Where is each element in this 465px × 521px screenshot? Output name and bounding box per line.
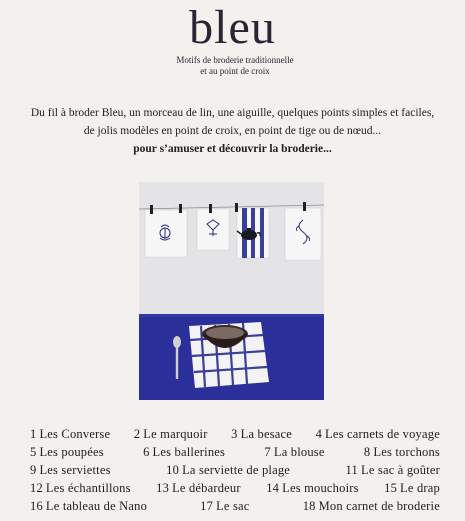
item-label: Le drap (400, 481, 440, 495)
item-number: 5 (30, 445, 37, 459)
item-label: Le sac à goûter (360, 463, 440, 477)
item-label: Mon carnet de broderie (318, 499, 440, 513)
contents-list (30, 425, 440, 515)
item-number: 4 (315, 427, 323, 441)
item-number: 1 (30, 427, 37, 441)
contents-item (316, 425, 440, 443)
item-number: 16 (30, 499, 43, 513)
intro-line-1: Du fil à broder Bleu, un morceau de lin, une aiguille, quelques points simples et faciles, (30, 107, 435, 119)
item-label: Les Converse (39, 427, 111, 441)
item-number: 3 (231, 427, 238, 441)
contents-line-2 (30, 443, 440, 461)
contents-item (231, 425, 292, 443)
contents-item (30, 425, 110, 443)
item-label: Les poupées (39, 445, 104, 459)
contents-item (156, 479, 241, 497)
item-number: 13 (156, 481, 170, 495)
cloth-4 (285, 208, 321, 260)
clothespin-3 (209, 204, 212, 213)
contents-item (166, 461, 290, 479)
contents-item (364, 443, 440, 461)
intro-line-2: de jolis modèles en point de croix, en point de tige ou de nœud... (83, 125, 382, 137)
item-label: Le tableau de Nano (45, 499, 148, 513)
contents-item (200, 497, 249, 515)
clothespin-1 (150, 205, 153, 214)
contents-line-4 (30, 479, 440, 497)
bowl-inside (206, 327, 244, 339)
contents-item (30, 497, 147, 515)
item-number: 10 (166, 463, 180, 477)
item-number: 17 (200, 499, 214, 513)
contents-line-5 (30, 497, 440, 515)
contents-item (346, 461, 440, 479)
stripe-3 (260, 208, 264, 258)
item-label: Le débardeur (172, 481, 241, 495)
intro-paragraph (4, 104, 461, 158)
spoon-head (173, 336, 181, 348)
item-label: Les torchons (373, 445, 440, 459)
item-label: Le marquoir (143, 427, 208, 441)
cover-photo-illustration (139, 182, 324, 400)
item-number: 7 (264, 445, 271, 459)
cloth-1 (145, 210, 187, 257)
item-label: La blouse (273, 445, 325, 459)
clothespin-4 (235, 203, 238, 212)
clothespin-2 (179, 204, 182, 213)
item-number: 2 (133, 427, 141, 441)
contents-item (264, 443, 324, 461)
item-label: Les carnets de voyage (325, 427, 440, 441)
item-number: 11 (345, 463, 358, 477)
item-number: 15 (384, 481, 398, 495)
item-label: Le sac (216, 499, 250, 513)
contents-item (30, 443, 104, 461)
subtitle-line-1: Motifs de broderie traditionnelle (176, 55, 294, 65)
item-label: Les ballerines (152, 445, 226, 459)
contents-item (266, 479, 358, 497)
contents-item (30, 461, 111, 479)
spoon-handle (176, 347, 178, 379)
item-label: Les mouchoirs (282, 481, 359, 495)
contents-line-3 (30, 461, 440, 479)
item-number: 12 (30, 481, 43, 495)
contents-item (384, 479, 440, 497)
contents-item (30, 479, 131, 497)
subtitle-line-2: et au point de croix (200, 66, 270, 76)
contents-item (134, 425, 208, 443)
item-number: 8 (363, 445, 371, 459)
item-number: 6 (143, 445, 150, 459)
book-title: bleu (189, 1, 276, 54)
contents-item (143, 443, 225, 461)
item-label: La serviette de plage (182, 463, 291, 477)
contents-item (303, 497, 440, 515)
contents-line-1 (30, 425, 440, 443)
item-number: 9 (30, 463, 37, 477)
clothespin-5 (303, 202, 306, 211)
table-edge (139, 314, 324, 317)
item-label: Les échantillons (45, 481, 131, 495)
item-label: La besace (240, 427, 293, 441)
item-number: 18 (302, 499, 316, 513)
intro-line-3: pour s’amuser et découvrir la broderie... (133, 143, 332, 155)
item-label: Les serviettes (39, 463, 111, 477)
cover-photo (139, 182, 324, 400)
item-number: 14 (266, 481, 280, 495)
book-subtitle (150, 55, 320, 77)
